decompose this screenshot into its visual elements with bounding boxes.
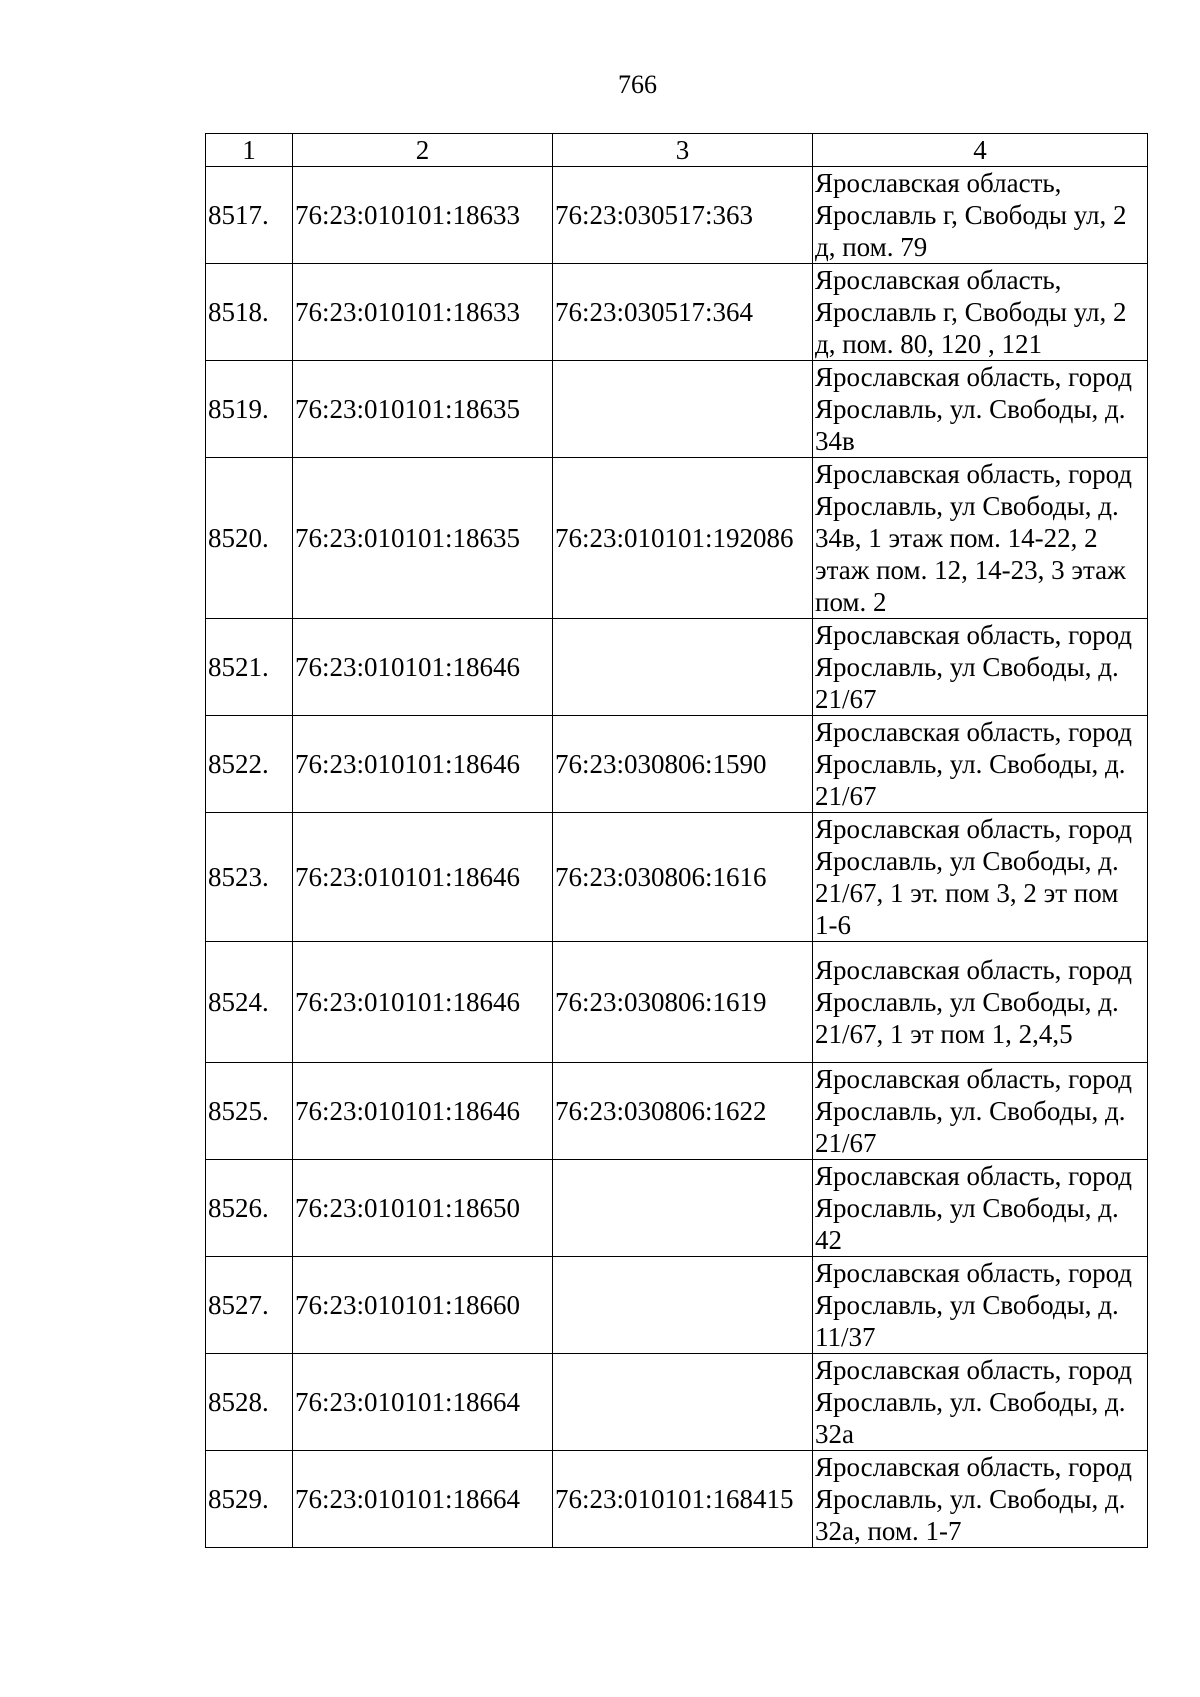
related-cadastral-number-cell: 76:23:030806:1619 bbox=[553, 942, 813, 1063]
cadastral-number-cell: 76:23:010101:18646 bbox=[293, 1063, 553, 1160]
related-cadastral-number-cell: 76:23:030806:1616 bbox=[553, 813, 813, 942]
related-cadastral-number-cell bbox=[553, 619, 813, 716]
address-cell: Ярославская область, город Ярославль, ул Свободы, д. 42 bbox=[813, 1160, 1148, 1257]
cadastral-number-cell: 76:23:010101:18646 bbox=[293, 942, 553, 1063]
row-number-cell: 8518. bbox=[206, 264, 293, 361]
related-cadastral-number-cell: 76:23:030517:364 bbox=[553, 264, 813, 361]
row-number-cell: 8527. bbox=[206, 1257, 293, 1354]
address-cell: Ярославская область, Ярославль г, Свободы ул, 2 д, пом. 80, 120 , 121 bbox=[813, 264, 1148, 361]
address-cell: Ярославская область, Ярославль г, Свободы ул, 2 д, пом. 79 bbox=[813, 167, 1148, 264]
cadastral-number-cell: 76:23:010101:18664 bbox=[293, 1451, 553, 1548]
address-cell: Ярославская область, город Ярославль, ул Свободы, д. 21/67 bbox=[813, 619, 1148, 716]
cadastral-number-cell: 76:23:010101:18664 bbox=[293, 1354, 553, 1451]
address-cell: Ярославская область, город Ярославль, ул Свободы, д. 11/37 bbox=[813, 1257, 1148, 1354]
column-header-4: 4 bbox=[813, 134, 1148, 167]
address-cell: Ярославская область, город Ярославль, ул Свободы, д. 34в, 1 этаж пом. 14-22, 2 этаж пом. 12, 14-23, 3 этаж пом. 2 bbox=[813, 458, 1148, 619]
related-cadastral-number-cell: 76:23:010101:168415 bbox=[553, 1451, 813, 1548]
row-number-cell: 8529. bbox=[206, 1451, 293, 1548]
table-row bbox=[206, 361, 1148, 458]
row-number-cell: 8526. bbox=[206, 1160, 293, 1257]
address-cell: Ярославская область, город Ярославль, ул. Свободы, д. 34в bbox=[813, 361, 1148, 458]
address-cell: Ярославская область, город Ярославль, ул. Свободы, д. 21/67 bbox=[813, 1063, 1148, 1160]
cadastral-number-cell: 76:23:010101:18646 bbox=[293, 813, 553, 942]
row-number-cell: 8521. bbox=[206, 619, 293, 716]
table-row bbox=[206, 1063, 1148, 1160]
table-row bbox=[206, 458, 1148, 619]
row-number-cell: 8522. bbox=[206, 716, 293, 813]
row-number-cell: 8524. bbox=[206, 942, 293, 1063]
column-header-1: 1 bbox=[206, 134, 293, 167]
table-row bbox=[206, 264, 1148, 361]
related-cadastral-number-cell: 76:23:030806:1622 bbox=[553, 1063, 813, 1160]
address-cell: Ярославская область, город Ярославль, ул Свободы, д. 21/67, 1 эт пом 1, 2,4,5 bbox=[813, 942, 1148, 1063]
address-cell: Ярославская область, город Ярославль, ул Свободы, д. 21/67, 1 эт. пом 3, 2 эт пом 1-6 bbox=[813, 813, 1148, 942]
table-row bbox=[206, 1354, 1148, 1451]
table-row bbox=[206, 942, 1148, 1063]
address-cell: Ярославская область, город Ярославль, ул. Свободы, д. 32а, пом. 1-7 bbox=[813, 1451, 1148, 1548]
table-row bbox=[206, 1451, 1148, 1548]
row-number-cell: 8523. bbox=[206, 813, 293, 942]
row-number-cell: 8517. bbox=[206, 167, 293, 264]
cadastral-number-cell: 76:23:010101:18633 bbox=[293, 167, 553, 264]
cadastral-number-cell: 76:23:010101:18646 bbox=[293, 619, 553, 716]
cadastral-number-cell: 76:23:010101:18650 bbox=[293, 1160, 553, 1257]
address-cell: Ярославская область, город Ярославль, ул. Свободы, д. 21/67 bbox=[813, 716, 1148, 813]
related-cadastral-number-cell bbox=[553, 1257, 813, 1354]
cadastral-number-cell: 76:23:010101:18633 bbox=[293, 264, 553, 361]
row-number-cell: 8519. bbox=[206, 361, 293, 458]
cadastral-number-cell: 76:23:010101:18635 bbox=[293, 458, 553, 619]
table-row bbox=[206, 813, 1148, 942]
page-number: 766 bbox=[618, 70, 657, 99]
table-body bbox=[206, 167, 1148, 1548]
related-cadastral-number-cell bbox=[553, 1354, 813, 1451]
address-cell: Ярославская область, город Ярославль, ул. Свободы, д. 32а bbox=[813, 1354, 1148, 1451]
related-cadastral-number-cell bbox=[553, 1160, 813, 1257]
cadastral-number-cell: 76:23:010101:18646 bbox=[293, 716, 553, 813]
cadastral-number-cell: 76:23:010101:18635 bbox=[293, 361, 553, 458]
table-row bbox=[206, 1160, 1148, 1257]
cadastral-number-cell: 76:23:010101:18660 bbox=[293, 1257, 553, 1354]
table-row bbox=[206, 619, 1148, 716]
column-header-2: 2 bbox=[293, 134, 553, 167]
registry-table bbox=[205, 133, 1148, 1548]
related-cadastral-number-cell bbox=[553, 361, 813, 458]
header-row bbox=[206, 134, 1148, 167]
column-header-3: 3 bbox=[553, 134, 813, 167]
row-number-cell: 8528. bbox=[206, 1354, 293, 1451]
table-row bbox=[206, 167, 1148, 264]
related-cadastral-number-cell: 76:23:030806:1590 bbox=[553, 716, 813, 813]
row-number-cell: 8520. bbox=[206, 458, 293, 619]
related-cadastral-number-cell: 76:23:030517:363 bbox=[553, 167, 813, 264]
row-number-cell: 8525. bbox=[206, 1063, 293, 1160]
table-row bbox=[206, 716, 1148, 813]
table-row bbox=[206, 1257, 1148, 1354]
related-cadastral-number-cell: 76:23:010101:192086 bbox=[553, 458, 813, 619]
